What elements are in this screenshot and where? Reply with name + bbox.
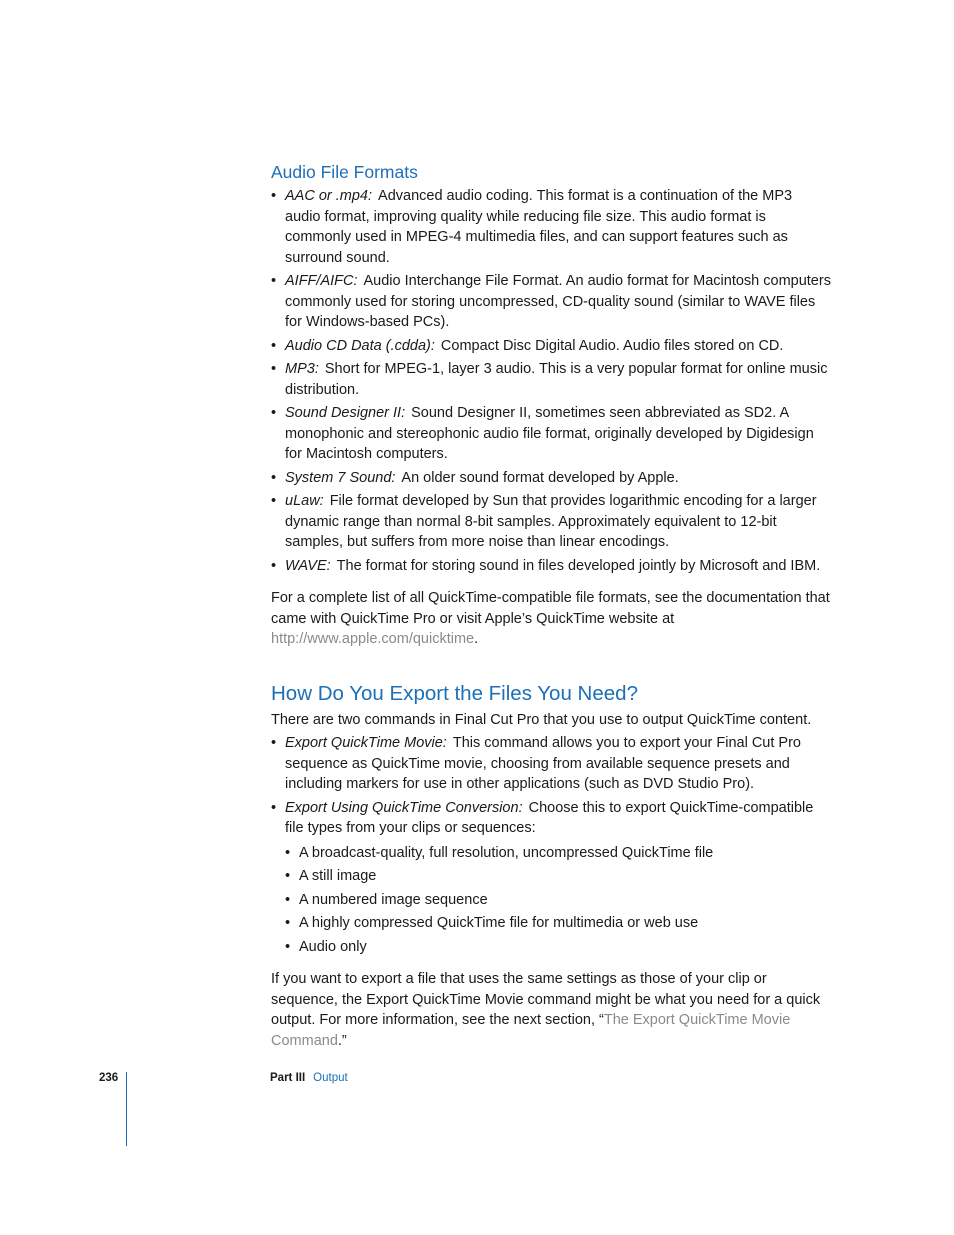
list-item-text: File format developed by Sun that provides logarithmic encoding for a larger dynamic range than normal 8-bit samples. Approximately equivalent to 12-bit samples, but suffers from more noise than linear encodings. [285, 493, 817, 550]
page-content [271, 160, 831, 1051]
list-item-term: Sound Designer II: [285, 405, 406, 421]
quicktime-note-paragraph [271, 588, 831, 650]
note-end: . [474, 631, 479, 647]
closing-text: If you want to export a file that uses the same settings as those of your clip or sequence, the Export QuickTime Movie command might be what you need for a quick output. For more information, see the next section, “ [271, 971, 821, 1028]
list-item-text: This command allows you to export your Final Cut Pro sequence as QuickTime movie, choosing from available sequence presets and including markers for use in other applications (such as DVD Studio Pro). [285, 735, 801, 792]
footer-part-label [270, 1072, 348, 1084]
list-item [271, 556, 831, 577]
list-item-text: An older sound format developed by Apple. [401, 469, 679, 486]
list-item-term: Audio CD Data (.cdda): [285, 337, 435, 354]
note-text: For a complete list of all QuickTime-compatible file formats, see the documentation that came with QuickTime Pro or visit Apple’s QuickTime website at [271, 590, 830, 627]
sub-list-item: • A highly compressed QuickTime file for multimedia or web use [285, 913, 831, 934]
list-item-term: System 7 Sound: [285, 469, 396, 486]
list-item [271, 491, 831, 553]
list-item [271, 271, 831, 333]
list-item-term: Export QuickTime Movie: [285, 735, 447, 751]
list-item [271, 468, 831, 489]
list-item-term: uLaw: [285, 493, 324, 509]
closing-end: .” [337, 1032, 347, 1049]
list-item [271, 336, 831, 357]
section-heading-audio-file-formats: Audio File Formats [271, 162, 418, 182]
section-heading-export-files: How Do You Export the Files You Need? [271, 681, 638, 705]
list-item-term: AAC or .mp4: [285, 188, 373, 204]
export-quicktime-movie-command-link[interactable]: The Export QuickTime Movie Command [271, 1012, 791, 1049]
export-type-list [285, 843, 831, 958]
list-item-text: Audio Interchange File Format. An audio format for Macintosh computers commonly used for storing uncompressed, CD-quality sound (similar to WAVE files for Windows-based PCs). [285, 273, 831, 330]
page-number: 236 [99, 1072, 119, 1084]
export-command-list [271, 733, 831, 957]
sub-list-item: • A still image [285, 866, 831, 887]
list-item [271, 359, 831, 400]
list-item-text: Choose this to export QuickTime-compatible file types from your clips or sequences: [285, 799, 814, 836]
sub-list-item: • Audio only [285, 937, 831, 958]
audio-format-list [271, 186, 831, 576]
part-label: Part III [270, 1072, 306, 1084]
export-intro: There are two commands in Final Cut Pro that you use to output QuickTime content. [271, 711, 812, 728]
list-item [271, 403, 831, 465]
quicktime-website-link[interactable]: http://www.apple.com/quicktime [271, 631, 475, 647]
section-label: Output [313, 1072, 348, 1084]
sub-list-item: • A numbered image sequence [285, 890, 831, 911]
list-item-term: MP3: [285, 361, 319, 377]
list-item-text: The format for storing sound in files developed jointly by Microsoft and IBM. [336, 557, 821, 574]
footer-divider [126, 1072, 127, 1146]
closing-paragraph [271, 969, 831, 1051]
list-item-term: AIFF/AIFC: [285, 273, 358, 289]
list-item-text: Sound Designer II, sometimes seen abbreviated as SD2. A monophonic and stereophonic audio file format, originally developed by Digidesign for Macintosh computers. [285, 405, 814, 462]
list-item-term: WAVE: [285, 557, 331, 574]
list-item-text: Advanced audio coding. This format is a continuation of the MP3 audio format, improving quality while reducing file size. This audio format is commonly used in MPEG-4 multimedia files, and can support features such as surround sound. [285, 188, 793, 266]
list-item [271, 733, 831, 795]
list-item-text: Short for MPEG-1, layer 3 audio. This is a very popular format for online music distribution. [285, 361, 828, 398]
list-item [271, 798, 831, 958]
list-item-text: Compact Disc Digital Audio. Audio files stored on CD. [440, 337, 784, 354]
list-item-term: Export Using QuickTime Conversion: [285, 799, 523, 816]
sub-list-item: • A broadcast-quality, full resolution, uncompressed QuickTime file [285, 843, 831, 864]
list-item [271, 186, 831, 268]
